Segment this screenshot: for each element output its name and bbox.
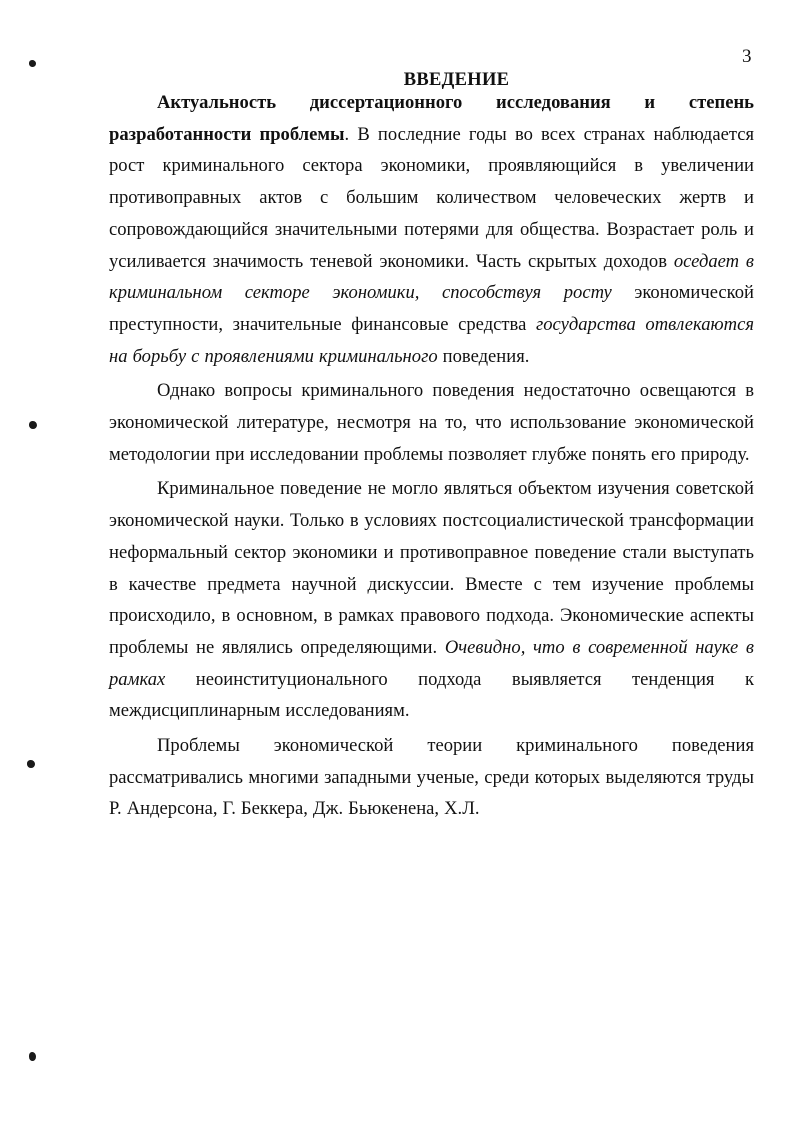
- paragraph: [109, 87, 754, 372]
- text-segment: оседает в криминальном секторе экономики, способствуя росту: [109, 250, 754, 304]
- paragraph: [109, 730, 754, 825]
- text-segment: Криминальное поведение не могло являться объектом изучения советской экономической науки. Только в условиях постсоциалистической трансформации неформальный сектор экономики и противоправное поведение стали выступать в качестве предмета научной дискуссии. Вместе с тем изучение проблемы происходило, в основном, в рамках правового подхода. Экономические аспекты проблемы не являлись определяющими.: [109, 478, 754, 658]
- text-segment: неоинституционального подхода выявляется тенденция к междисциплинарным исследованиям.: [109, 668, 754, 722]
- text-segment: государства отвлекаются на борьбу с проявлениями криминального: [109, 313, 754, 367]
- text-segment: Проблемы экономической теории криминального поведения рассматривались многими западными ученые, среди которых выделяются труды Р. Андерсона, Г. Беккера, Дж. Бьюкенена, Х.Л.: [109, 735, 754, 820]
- text-segment: Очевидно, что в современной науке в рамках: [109, 636, 754, 690]
- scan-dot-icon: [29, 421, 37, 429]
- scan-dot-icon: [27, 760, 35, 768]
- page-number: 3: [742, 46, 752, 67]
- paragraph: [109, 473, 754, 727]
- text-segment: . В последние годы во всех странах наблюдается рост криминального сектора экономики, проявляющийся в увеличении противоправных актов с большим количеством человеческих жертв и сопровождающийся значительными потерями для общества. Возрастает роль и усиливается значимость теневой экономики. Часть скрытых доходов: [109, 123, 754, 272]
- paragraph: [109, 375, 754, 470]
- text-segment: Актуальность диссертационного исследования и степень разработанности проблемы: [109, 92, 754, 145]
- text-segment: экономической преступности, значительные финансовые средства: [109, 282, 754, 335]
- scan-dot-icon: [29, 1052, 36, 1061]
- text-segment: поведения.: [437, 345, 530, 367]
- scan-dot-icon: [29, 60, 36, 67]
- section-heading: ВВЕДЕНИЕ: [403, 70, 510, 90]
- body-text: [109, 87, 754, 825]
- text-segment: Однако вопросы криминального поведения недостаточно освещаются в экономической литературе, несмотря на то, что использование экономической методологии при исследовании проблемы позволяет глубже понять его природу.: [109, 380, 754, 465]
